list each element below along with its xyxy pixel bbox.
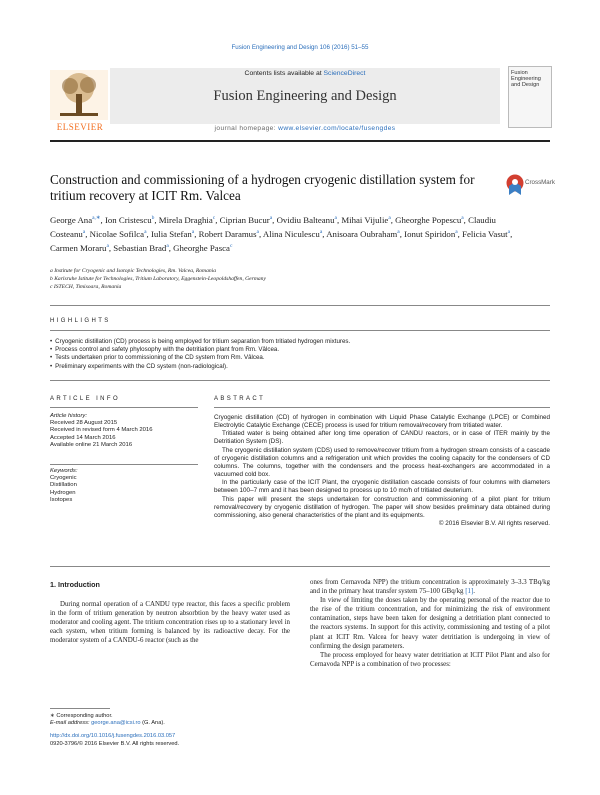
- body-paragraph: During normal operation of a CANDU type reactor, this faces a specific problem in the form of tritium generation by neutron absorbtion by the heavy water used as moderator and cooling agent. The tritium concentration rises up to a stationary level in each system, when tritium forming is balanced by its radioactive decay. For the moderator system of a CANDU-6 reactor (such as the: [50, 601, 290, 645]
- abstract-paragraph: This paper will present the steps undertaken for construction and commissioning of a pilot plant for tritium removal/recovery by cryogenic distillation of hydrogen. The paper will show besides preliminary data obtained during commissioning, also general characteristics of the plant and its equipments.: [214, 495, 550, 519]
- citation-link[interactable]: [1]: [465, 588, 474, 596]
- abstract-paragraph: Tritiated water is being obtained after long time operation of CANDU reactors, or in case of ITER mainly by the Detritiation System (DS).: [214, 430, 550, 446]
- author-name[interactable]: Ovidiu Balteanu: [276, 214, 335, 225]
- abstract-heading: ABSTRACT: [214, 396, 266, 402]
- article-info-rule: [50, 407, 198, 408]
- author-affiliation-marker[interactable]: a: [397, 229, 400, 236]
- journal-reference[interactable]: Fusion Engineering and Design 106 (2016) 51–55: [231, 44, 369, 51]
- email-label: E-mail address:: [50, 720, 92, 727]
- keyword: Distillation: [50, 482, 77, 489]
- abstract-paragraph: In the particularly case of the ICIT Plant, the cryogenic distillation cascade consists of four columns with diameters between 100–7 mm and it has been designed to process up to 10 mc/h of tritiated deuterium.: [214, 479, 550, 495]
- intro-left-column: [50, 600, 290, 645]
- intro-right-column: [310, 578, 550, 669]
- history-online: Available online 21 March 2016: [50, 441, 133, 448]
- author-affiliation-marker[interactable]: a: [507, 229, 511, 236]
- highlight-item: • Cryogenic distillation (CD) process is being employed for tritium separation from tritiated hydrogen mixtures.: [50, 338, 550, 346]
- body-paragraph: In view of limiting the doses taken by the operating personal of the reactor due to the rise of the tritium concentration, and for minimizing the risk of environment contamination, steps have been taken for designing a detritiation plant connected to the reactors systems. In support for this activity, commissioning and testing of a pilot plant at ICIT Rm. Valcea for heavy water detritiation is undergoing in view of confirming the design parameters.: [310, 597, 550, 650]
- author-name[interactable]: Ionut Spiridon: [404, 229, 456, 240]
- author-affiliation-marker[interactable]: a: [455, 229, 458, 236]
- author-name[interactable]: Iulia Stefan: [150, 229, 192, 240]
- history-received: Received 28 August 2015: [50, 420, 118, 427]
- keywords-rule: [50, 464, 198, 465]
- email-suffix: (G. Ana).: [140, 720, 165, 727]
- author-name[interactable]: Carmen Moraru: [50, 243, 107, 254]
- affiliation-c: c ISTECH, Timisoara, Romania: [50, 284, 122, 290]
- crossmark-label: CrossMark: [525, 179, 555, 186]
- author-affiliation-marker[interactable]: c: [229, 243, 233, 250]
- article-info: [50, 413, 198, 449]
- journal-title: Fusion Engineering and Design: [213, 88, 397, 104]
- doi-link[interactable]: http://dx.doi.org/10.1016/j.fusengdes.2016.03.057: [50, 733, 176, 740]
- crossmark-badge[interactable]: [506, 172, 555, 198]
- author-name[interactable]: George Ana: [50, 214, 93, 225]
- issn-copyright: 0920-3796/© 2016 Elsevier B.V. All rights reserved.: [50, 740, 180, 747]
- author-affiliation-marker[interactable]: a: [319, 229, 323, 236]
- publisher-name: ELSEVIER: [56, 122, 104, 132]
- body-paragraph-continued: [310, 578, 550, 596]
- journal-homepage: [110, 125, 500, 132]
- contents-prefix: Contents lists available at: [244, 70, 324, 77]
- author-name[interactable]: Felicia Vasut: [462, 229, 508, 240]
- author-affiliation-marker[interactable]: a: [82, 229, 86, 236]
- abstract-copyright: © 2016 Elsevier B.V. All rights reserved.: [438, 520, 550, 528]
- author-name[interactable]: Claudiu Costeanu: [50, 214, 496, 240]
- author-name[interactable]: Gheorghe Popescu: [395, 214, 462, 225]
- keyword: Cryogenic: [50, 475, 77, 482]
- crossmark-icon: [506, 174, 524, 196]
- keyword: Hydrogen: [50, 489, 76, 496]
- author-name[interactable]: Robert Daramus: [198, 229, 257, 240]
- author-affiliation-marker[interactable]: b: [151, 215, 155, 221]
- author-affiliation-marker[interactable]: c: [212, 215, 216, 221]
- elsevier-tree-logo: [50, 70, 108, 120]
- author-list: George Ana$^{a,∗}$, Ion Cristescu$^b$, Mirela Draghia$^c$, Ciprian Bucur$^a$, Ovidiu Balteanu$^a$, Mihai Vijulie$^a$, Gheorghe Popescu$^a$, Claudiu Costeanu$^a$, Nicolae Sofilca$^a$, Iulia Stefan$^a$, Robert Daramus$^a$, Alina Niculescu$^a$, Anisoara Oubraham$^a$, Ionut Spiridon$^a$, Felicia Vasut$^a$, Carmen Moraru$^a$, Sebastian Brad$^a$, Gheorghe Pasca$^c$: [50, 214, 513, 254]
- author-name[interactable]: Ciprian Bucur: [219, 214, 270, 225]
- email-line: [50, 720, 290, 727]
- author-affiliation-marker[interactable]: a: [388, 215, 391, 221]
- author-name[interactable]: Ion Cristescu: [104, 214, 152, 225]
- abstract-paragraph: Cryogenic distillation (CD) of hydrogen in combination with Liquid Phase Catalytic Exchange (LPCE) or Combined Electrolytic Catalytic Exchange (CECE) process is used for tritium removal/recovery from tritiated water.: [214, 414, 550, 430]
- text-before-ref: ones from Cernavoda NPP) the tritium concentration is approximately 3–3.3 TBq/kg and in the primary heat transfer system 75–100 GBq/kg: [310, 579, 550, 596]
- history-revised: Received in revised form 4 March 2016: [50, 427, 153, 434]
- author-affiliation-marker[interactable]: a: [256, 229, 259, 236]
- article-info-heading: ARTICLE INFO: [50, 396, 121, 402]
- author-affiliation-marker[interactable]: a: [269, 215, 273, 221]
- contents-line: [110, 70, 500, 77]
- history-accepted: Accepted 14 March 2016: [50, 434, 116, 441]
- history-label: Article history:: [50, 413, 87, 419]
- keyword: Isotopes: [50, 496, 73, 503]
- highlight-item: • Preliminary experiments with the CD system (non-radiological).: [50, 363, 550, 371]
- highlight-item: • Tests undertaken prior to commissioning of the CD system from Rm. Vâlcea.: [50, 354, 550, 362]
- section-heading-introduction: 1. Introduction: [50, 580, 100, 589]
- affiliation-rule: [50, 305, 550, 306]
- author-affiliation-marker[interactable]: a,∗: [92, 215, 101, 221]
- highlight-item: • Process control and safety phylosophy with the detritiation plant from Rm. Vâlcea.: [50, 346, 550, 354]
- abstract-bottom-rule: [50, 566, 550, 567]
- author-name[interactable]: Mihai Vijulie: [341, 214, 389, 225]
- footnote-rule: [50, 708, 110, 709]
- author-name[interactable]: Nicolae Sofilca: [89, 229, 145, 240]
- text-after-ref: .: [473, 588, 475, 596]
- highlights-bottom-rule: [50, 380, 550, 381]
- keywords-label: Keywords:: [50, 468, 78, 474]
- author-affiliation-marker[interactable]: a: [461, 215, 464, 221]
- homepage-prefix: journal homepage:: [214, 125, 279, 132]
- author-affiliation-marker[interactable]: a: [144, 229, 147, 236]
- corresponding-author-note: ∗ Corresponding author.: [50, 713, 113, 719]
- author-affiliation-marker[interactable]: a: [106, 243, 109, 250]
- abstract-paragraph: The cryogenic distillation system (CDS) used to remove/recover tritium from a hydrogen stream consists of a cascade of cryogenic distillation columns and a refrigeration unit which provides the cooling capacity for the condensers of CD columns. The columns, together with the condensers and the process heat-exchangers are accommodated in a vacuumed cold box.: [214, 446, 550, 479]
- masthead-rule: [50, 140, 550, 142]
- cover-title: Fusion Engineering and Design: [511, 70, 541, 88]
- abstract-rule: [214, 407, 550, 408]
- footnote: [50, 713, 290, 748]
- author-name[interactable]: Gheorghe Pasca: [173, 243, 230, 254]
- email-link[interactable]: george.ana@icsi.ro: [91, 720, 141, 727]
- author-name[interactable]: Mirela Draghia: [158, 214, 213, 225]
- author-name[interactable]: Sebastian Brad: [113, 243, 167, 254]
- affiliation-b: b Karlsruhe Istitute for Technologies, Tritium Laboratory, Eggenstein-Leopoldshaffen, Germany: [50, 276, 266, 282]
- highlights-list: [50, 338, 550, 371]
- author-name[interactable]: Alina Niculescu: [262, 229, 320, 240]
- keywords: [50, 468, 198, 504]
- highlights-heading: HIGHLIGHTS: [50, 318, 111, 324]
- abstract-body: [214, 414, 550, 528]
- highlights-rule: [50, 330, 550, 331]
- author-name[interactable]: Anisoara Oubraham: [326, 229, 398, 240]
- article-title: Construction and commissioning of a hydrogen cryogenic distillation system for tritium recovery at ICIT Rm. Valcea: [50, 172, 475, 203]
- sciencedirect-link[interactable]: ScienceDirect: [323, 70, 366, 77]
- body-paragraph: The process employed for heavy water detritiation at ICIT Pilot Plant and also for Cernavoda NPP is a combination of two processes:: [310, 651, 550, 668]
- author-affiliation-marker[interactable]: a: [191, 229, 195, 236]
- author-affiliation-marker[interactable]: a: [334, 215, 337, 221]
- affiliation-a: a Institute for Cryogenic and Isotopic Technologies, Rm. Valcea, Romania: [50, 268, 217, 274]
- homepage-link[interactable]: www.elsevier.com/locate/fusengdes: [278, 125, 396, 132]
- author-affiliation-marker[interactable]: a: [166, 243, 169, 250]
